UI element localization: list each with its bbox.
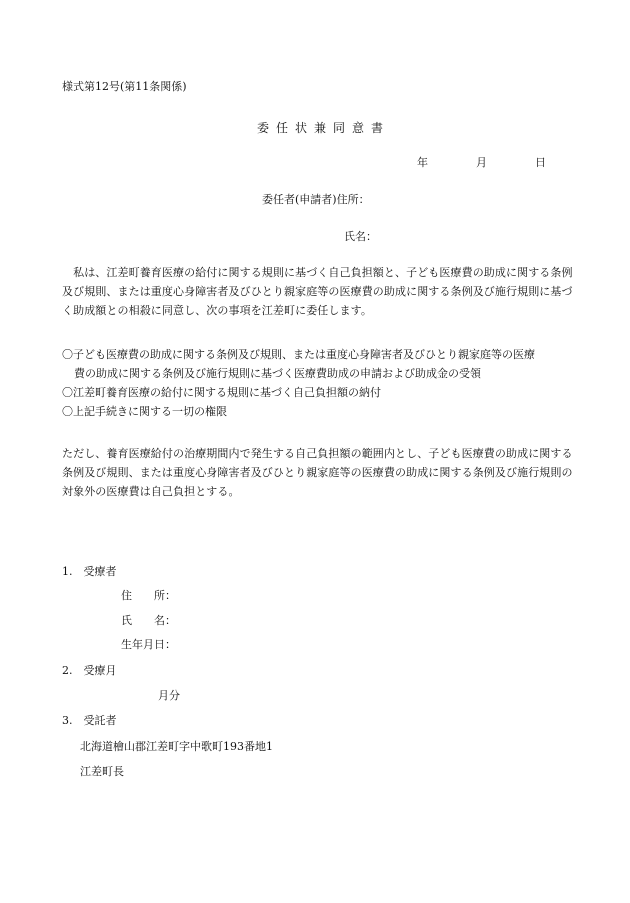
date-day-label: 日: [535, 156, 546, 169]
section-1-heading: 1. 受療者: [62, 565, 117, 578]
list-item-1-line1: 〇子ども医療費の助成に関する条例及び規則、または重度心身障害者及びひとり親家庭等の医療: [62, 348, 535, 361]
trustee-address: 北海道檜山郡江差町字中歌町193番地1: [80, 740, 273, 753]
recipient-birthdate-label: 生年月日：: [121, 638, 176, 651]
list-item-1-line2: 費の助成に関する条例及び施行規則に基づく医療費助成の申請および助成金の受領: [74, 367, 481, 380]
recipient-address-label: 住 所：: [121, 589, 176, 602]
section-3-heading: 3. 受託者: [62, 714, 117, 727]
delegator-name-label: 氏名：: [344, 230, 377, 243]
section-2-heading: 2. 受療月: [62, 664, 117, 677]
list-item-3: 〇上記手続きに関する一切の権限: [62, 405, 227, 418]
list-item-2: 〇江差町養育医療の給付に関する規則に基づく自己負担額の納付: [62, 386, 381, 399]
recipient-name-label: 氏 名：: [121, 614, 176, 627]
date-year-label: 年: [417, 156, 428, 169]
trustee-name: 江差町長: [80, 765, 124, 778]
document-title: 委任状兼同意書: [257, 121, 391, 135]
intro-paragraph: 私は、江差町養育医療の給付に関する規則に基づく自己負担額と、子ども医療費の助成に関する条例及び規則、または重度心身障害者及びひとり親家庭等の医療費の助成に関する条例及び施行規則に基づく助成額との相殺に同意し、次の事項を江差町に委任します。: [62, 266, 573, 317]
delegator-address-label: 委任者(申請者)住所：: [262, 193, 370, 206]
proviso-paragraph: ただし、養育医療給付の治療期間内で発生する自己負担額の範囲内とし、子ども医療費の助成に関する条例及び規則、または重度心身障害者及びひとり親家庭等の医療費の助成に関する条例及び施行規則の対象外の医療費は自己負担とする。: [62, 447, 573, 498]
form-number: 様式第12号(第11条関係): [62, 80, 187, 93]
date-month-label: 月: [476, 156, 487, 169]
treatment-month-label: 月分: [158, 689, 180, 702]
